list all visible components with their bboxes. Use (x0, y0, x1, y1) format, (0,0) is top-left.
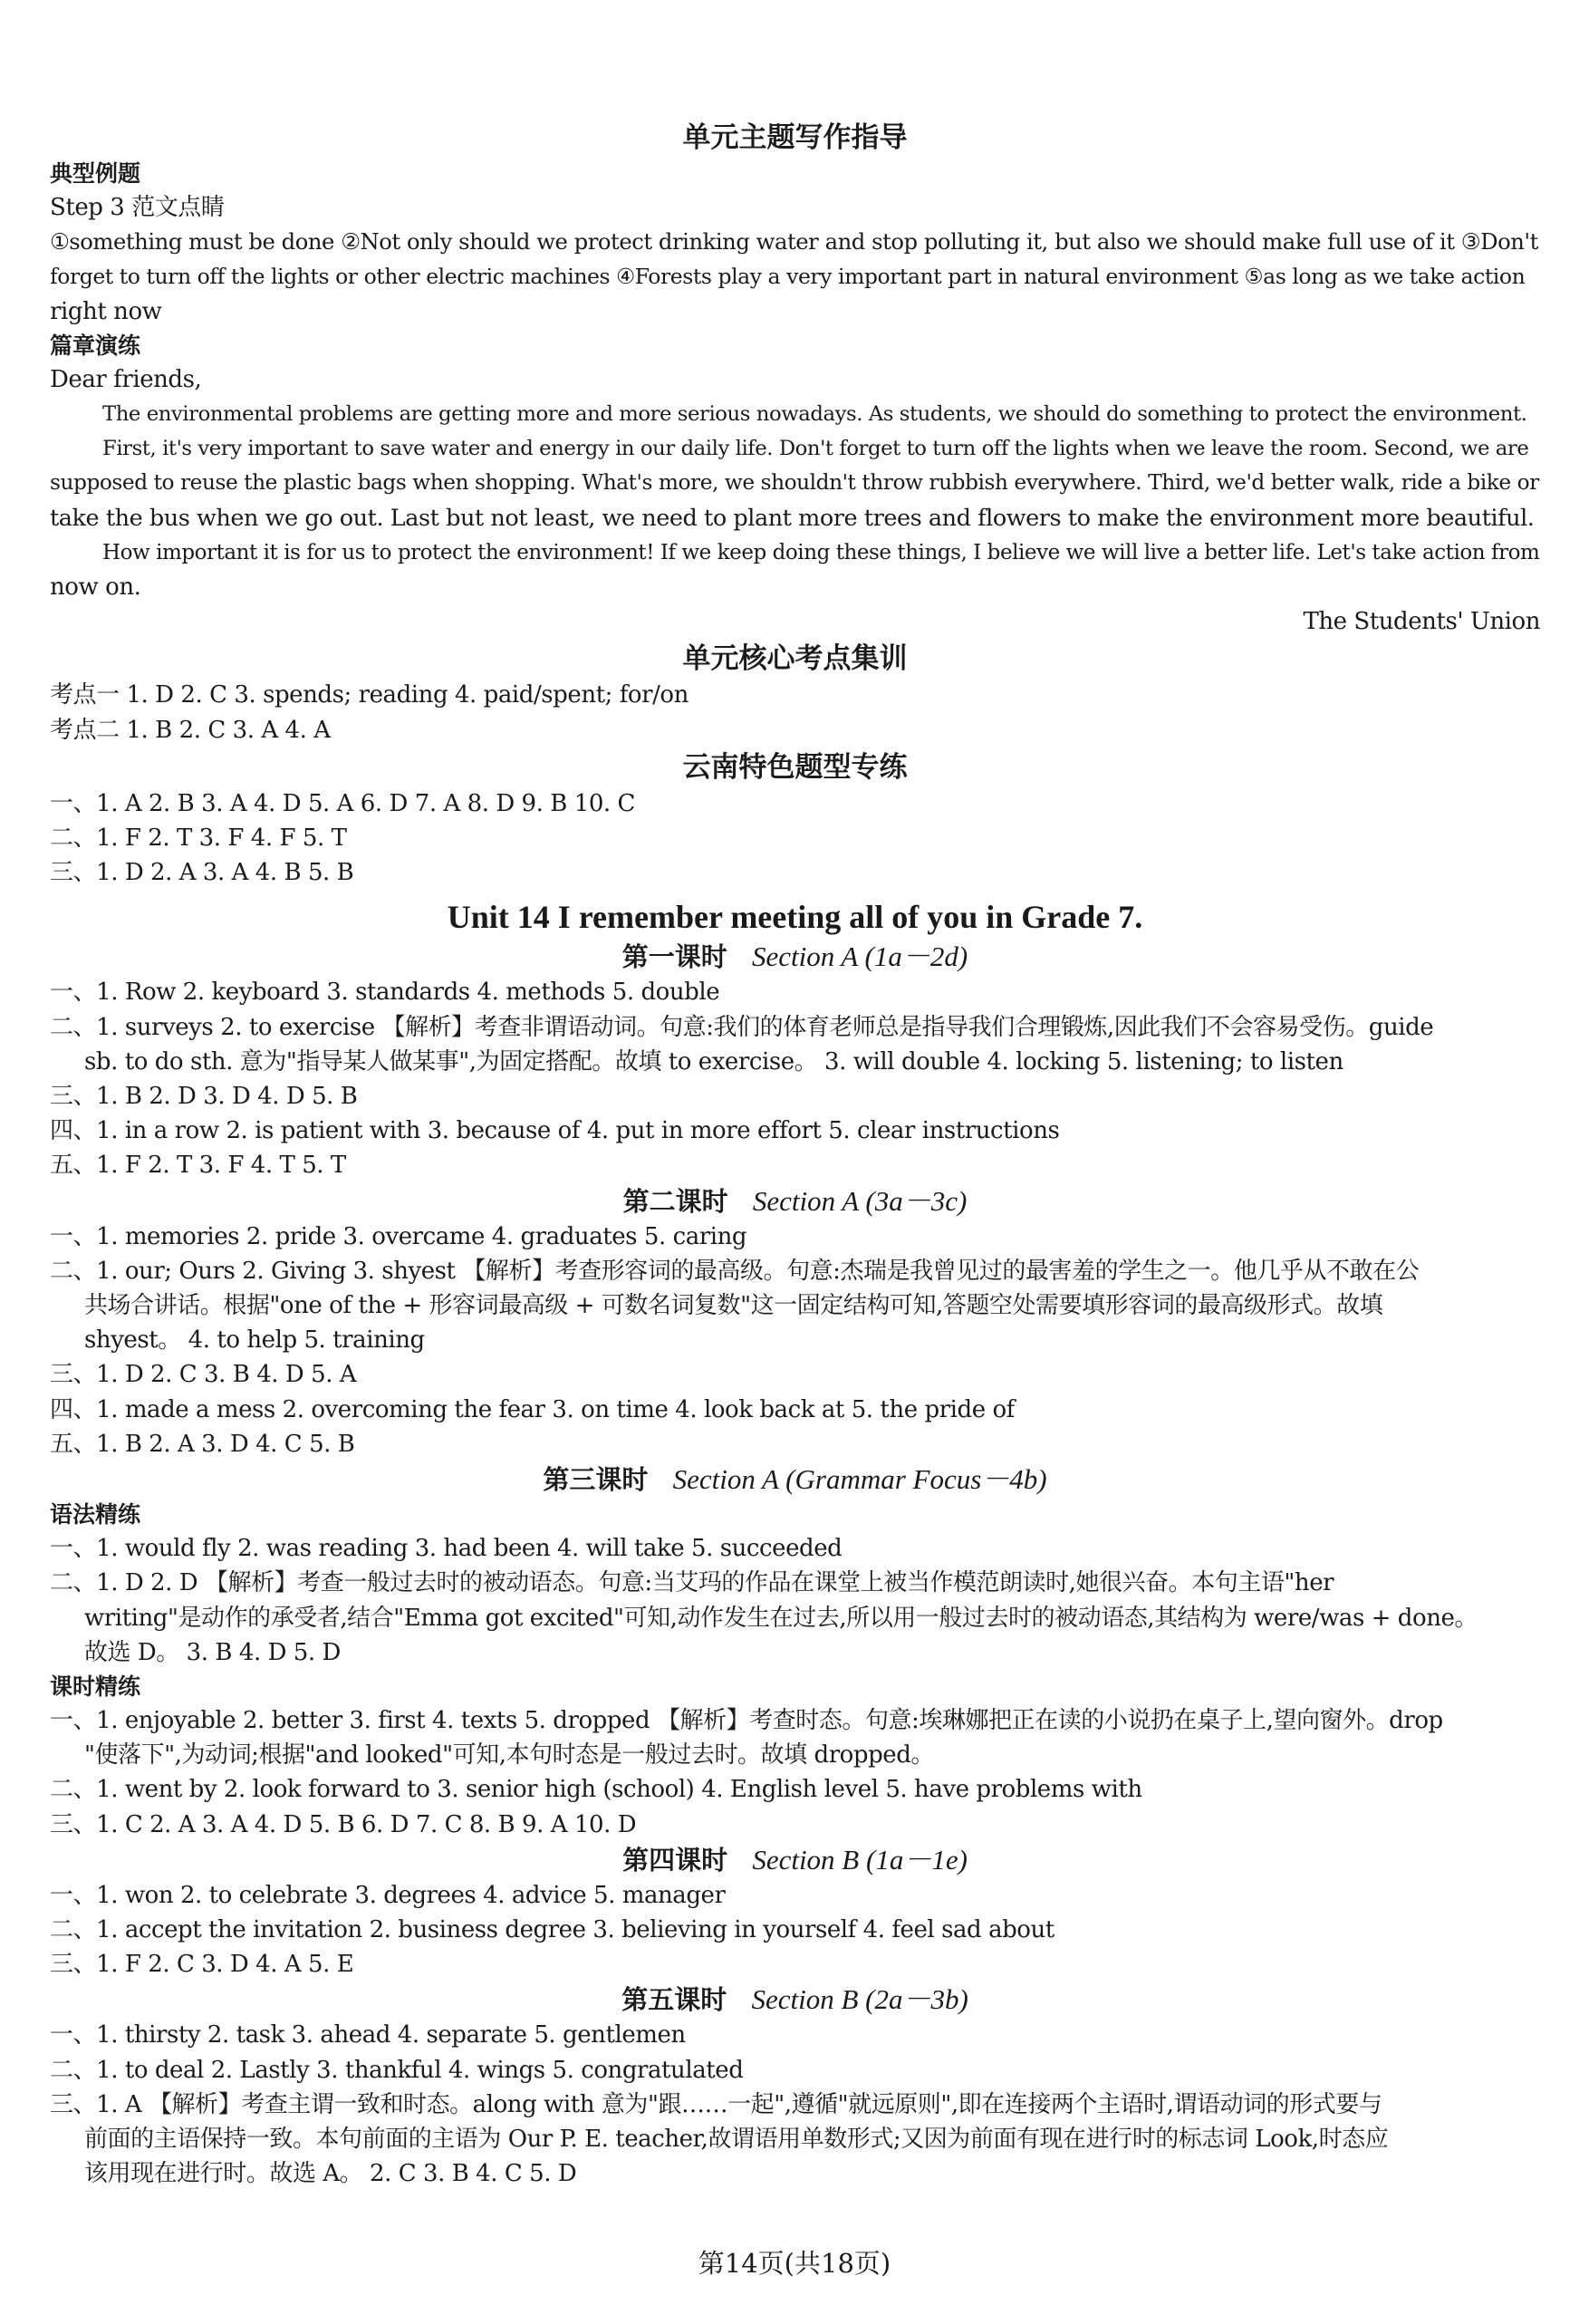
lesson-section: Section A (Grammar Focus－4b) (672, 1463, 1047, 1496)
answer-line: 二、1. surveys 2. to exercise 【解析】考查非谓语动词。句意:我们的体育老师总是指导我们合理锻炼,因此我们不会容易受伤。guide (50, 1013, 1434, 1041)
letter-line: First, it's very important to save water and energy in our daily life. Don't forget to turn off the lights when we leave the room. Second, we are (102, 437, 1529, 461)
answer-line: 一、1. won 2. to celebrate 3. degrees 4. advice 5. manager (50, 1881, 726, 1909)
lesson-number: 第四课时 (622, 1844, 728, 1876)
yunnan-answer-line: 三、1. D 2. A 3. A 4. B 5. B (50, 859, 354, 887)
step-line: Step 3 范文点睛 (50, 194, 225, 221)
core-answer-line: 考点一 1. D 2. C 3. spends; reading 4. paid/spent; for/on (50, 681, 689, 709)
answer-line: 一、1. thirsty 2. task 3. ahead 4. separate 5. gentlemen (50, 2021, 686, 2049)
lesson-number: 第五课时 (621, 1984, 727, 2016)
answer-line: "使落下",为动词;根据"and looked"可知,本句时态是一般过去时。故填 dropped。 (84, 1741, 934, 1770)
step-answer-line: forget to turn off the lights or other electric machines ④Forests play a very important part in natural environment ⑤as long as we take action (50, 264, 1526, 290)
step-answer-line: right now (50, 297, 162, 325)
answer-line: 故选 D。 3. B 4. D 5. D (84, 1638, 341, 1666)
answer-line: 四、1. made a mess 2. overcoming the fear 3. on time 4. look back at 5. the pride of (50, 1395, 1015, 1423)
yunnan-answer-line: 二、1. F 2. T 3. F 4. F 5. T (50, 824, 347, 853)
lesson-number: 第三课时 (543, 1464, 649, 1496)
answer-line: 共场合讲话。根据"one of the + 形容词最高级 + 可数名词复数"这一固定结构可知,答题空处需要填形容词的最高级形式。故填 (84, 1292, 1383, 1320)
answer-line: 二、1. our; Ours 2. Giving 3. shyest 【解析】考查形容词的最高级。句意:杰瑞是我曾见过的最害羞的学生之一。他几乎从不敢在公 (50, 1257, 1420, 1285)
lesson-heading (50, 1183, 1540, 1220)
answer-line: 四、1. in a row 2. is patient with 3. because of 4. put in more effort 5. clear instructions (50, 1117, 1060, 1145)
answer-line: 二、1. D 2. D 【解析】考查一般过去时的被动语态。句意:当艾玛的作品在课堂上被当作模范朗读时,她很兴奋。本句主语"her (50, 1569, 1334, 1597)
lesson-section: Section A (1a－2d) (752, 940, 968, 973)
answer-line: shyest。 4. to help 5. training (84, 1326, 425, 1355)
answer-line: 二、1. went by 2. look forward to 3. senior high (school) 4. English level 5. have problems with (50, 1776, 1142, 1804)
lesson-section: Section A (3a－3c) (752, 1184, 968, 1217)
answer-page (50, 118, 1540, 2191)
lesson-section: Section B (1a－1e) (752, 1843, 968, 1876)
core-answer-line: 考点二 1. B 2. C 3. A 4. A (50, 716, 331, 744)
letter-greeting: Dear friends, (50, 365, 202, 393)
answer-line: 一、1. Row 2. keyboard 3. standards 4. methods 5. double (50, 979, 720, 1007)
yunnan-section-title: 云南特色题型专练 (682, 750, 908, 784)
answer-line: writing"是动作的承受者,结合"Emma got excited"可知,动作发生在过去,所以用一般过去时的被动语态,其结构为 were/was + done。 (84, 1604, 1478, 1632)
lesson-number: 第二课时 (622, 1185, 728, 1217)
class-practice-label: 课时精练 (50, 1673, 141, 1700)
lesson-number: 第一课时 (621, 941, 727, 973)
answer-line: 二、1. to deal 2. Lastly 3. thankful 4. wings 5. congratulated (50, 2056, 744, 2084)
lesson-heading (50, 1982, 1540, 2018)
lesson-section: Section B (2a－3b) (751, 1983, 968, 2016)
answer-line: 三、1. C 2. A 3. A 4. D 5. B 6. D 7. C 8. B 9. A 10. D (50, 1810, 637, 1838)
letter-line: The environmental problems are getting more and more serious nowadays. As students, we should do something to protect the environment. (102, 402, 1527, 427)
lesson-heading (50, 1842, 1540, 1878)
yunnan-answer-line: 一、1. A 2. B 3. A 4. D 5. A 6. D 7. A 8. D 9. B 10. C (50, 789, 635, 817)
letter-line: How important it is for us to protect the environment! If we keep doing these things, I believe we will live a better life. Let's take action from (102, 540, 1540, 564)
answer-line: 五、1. B 2. A 3. D 4. C 5. B (50, 1430, 355, 1458)
answer-line: 三、1. F 2. C 3. D 4. A 5. E (50, 1951, 354, 1979)
answer-line: 二、1. accept the invitation 2. business degree 3. believing in yourself 4. feel sad about (50, 1915, 1055, 1943)
answer-line: 三、1. B 2. D 3. D 4. D 5. B (50, 1083, 358, 1111)
grammar-label: 语法精练 (50, 1501, 141, 1528)
lesson-heading (50, 939, 1540, 975)
page-footer: 第14页(共18页) (698, 2248, 891, 2279)
step-answer-line: ①something must be done ②Not only should we protect drinking water and stop polluting it, but also we should make full use of it ③Don't (50, 228, 1538, 256)
writing-section-title: 单元主题写作指导 (682, 121, 908, 154)
answer-line: 该用现在进行时。故选 A。 2. C 3. B 4. C 5. D (84, 2160, 577, 2188)
answer-line: 前面的主语保持一致。本句前面的主语为 Our P. E. teacher,故谓语用单数形式;又因为前面有现在进行时的标志词 Look,时态应 (84, 2125, 1389, 2153)
answer-line: 五、1. F 2. T 3. F 4. T 5. T (50, 1152, 346, 1180)
example-label: 典型例题 (50, 160, 141, 187)
unit-title: Unit 14 I remember meeting all of you in Grade 7. (447, 899, 1143, 936)
letter-line: supposed to reuse the plastic bags when shopping. What's more, we shouldn't throw rubbish everywhere. Third, we'd better walk, ride a bike or (50, 470, 1539, 496)
practice-label: 篇章演练 (50, 332, 141, 359)
answer-line: 一、1. would fly 2. was reading 3. had been 4. will take 5. succeeded (50, 1535, 843, 1563)
letter-line: take the bus when we go out. Last but not least, we need to plant more trees and flowers to make the environment more beautiful. (50, 504, 1535, 532)
answer-line: 三、1. A 【解析】考查主谓一致和时态。along with 意为"跟……一起",遵循"就远原则",即在连接两个主语时,谓语动词的形式要与 (50, 2090, 1382, 2118)
letter-line: now on. (50, 574, 141, 602)
answer-line: 三、1. D 2. C 3. B 4. D 5. A (50, 1361, 357, 1389)
answer-line: 一、1. memories 2. pride 3. overcame 4. graduates 5. caring (50, 1222, 747, 1250)
answer-line: 一、1. enjoyable 2. better 3. first 4. texts 5. dropped 【解析】考查时态。句意:埃琳娜把正在读的小说扔在桌子上,望向窗外。drop (50, 1706, 1443, 1734)
answer-line: sb. to do sth. 意为"指导某人做某事",为固定搭配。故填 to exercise。 3. will double 4. locking 5. listening; to listen (84, 1047, 1343, 1075)
lesson-heading (50, 1461, 1540, 1498)
letter-signature: The Students' Union (1303, 608, 1540, 636)
core-section-title: 单元核心考点集训 (682, 642, 908, 676)
